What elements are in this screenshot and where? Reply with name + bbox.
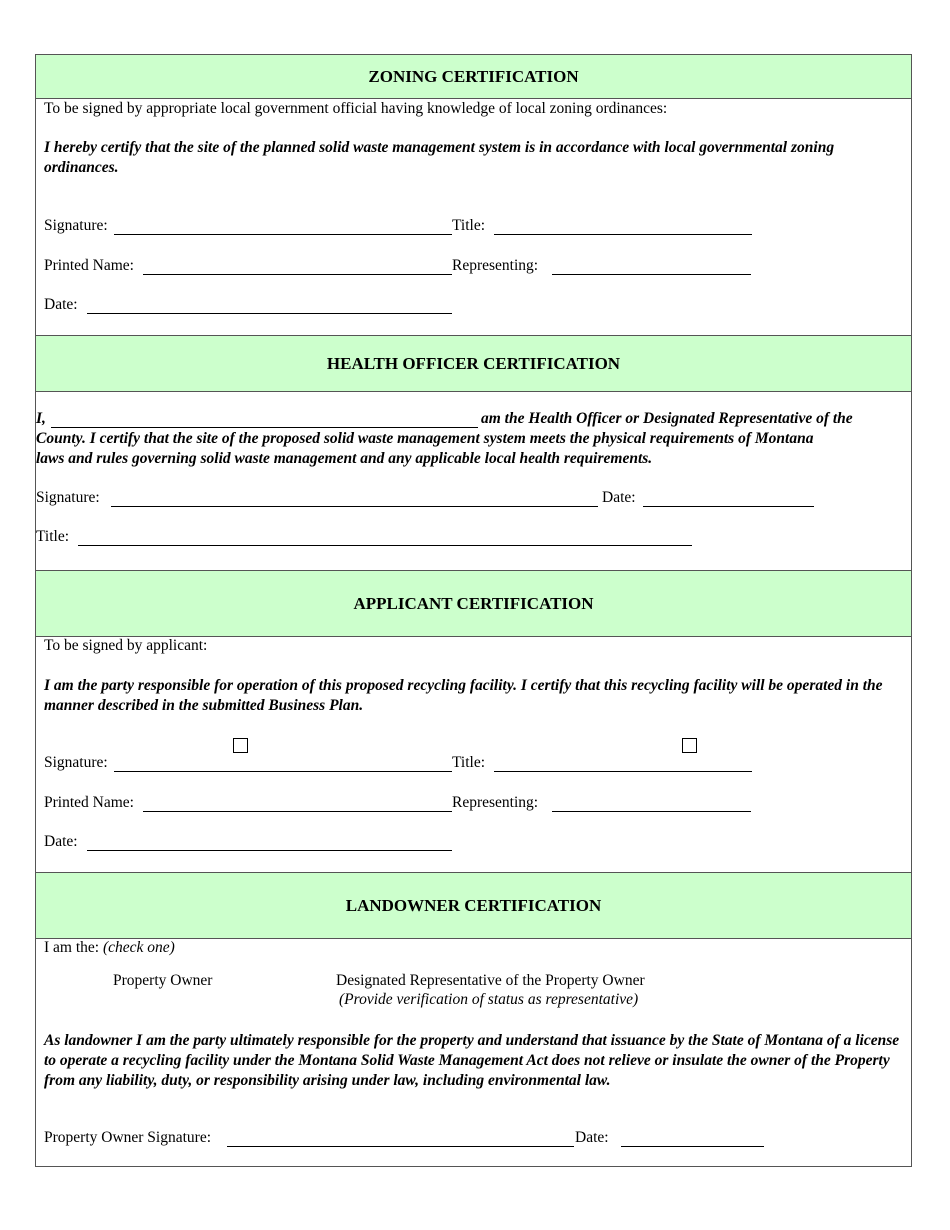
landowner-owner-signature-field[interactable] [227,1146,574,1147]
applicant-printed-name-label: Printed Name: [44,794,134,811]
landowner-option-rep[interactable]: Designated Representative of the Property Owner [336,972,645,989]
landowner-iam-label: I am the: [44,939,100,956]
landowner-header-title: LANDOWNER CERTIFICATION [345,895,602,915]
applicant-title-field[interactable] [494,771,752,772]
zoning-intro: To be signed by appropriate local government official having knowledge of local zoning ordinances: [44,100,668,117]
zoning-title-field[interactable] [494,234,752,235]
landowner-option-rep-note: (Provide verification of status as representative) [339,991,639,1008]
health-statement-mid: am the Health Officer or Designated Representative of the [481,410,853,427]
landowner-option-owner[interactable]: Property Owner [113,972,213,989]
applicant-header-title: APPLICANT CERTIFICATION [353,593,594,613]
landowner-check-one: (check one) [102,939,175,956]
applicant-representing-field[interactable] [552,811,751,812]
zoning-header [36,54,911,99]
health-title-label: Title: [36,528,70,545]
applicant-intro: To be signed by applicant: [44,637,208,654]
landowner-iam [44,938,175,958]
applicant-date-label: Date: [44,833,78,850]
landowner-date-field[interactable] [621,1146,764,1147]
zoning-printed-name-label: Printed Name: [44,257,134,274]
landowner-owner-signature-label: Property Owner Signature: [44,1129,212,1146]
landowner-statement: As landowner I am the party ultimately responsible for the property and understand that issuance by the State of Montana of a license to operate a recycling facility under the Montana Solid Waste Management Act does not relieve or insulate the owner of the Property from any liability, duty, or responsibility arising under law, including environmental law. [44,1032,900,1089]
zoning-representing-label: Representing: [452,257,539,274]
applicant-statement: I am the party responsible for operation of this proposed recycling facility. I certify that this recycling facility will be operated in the manner described in the submitted Business Plan. [44,677,883,714]
health-date-label: Date: [602,489,636,506]
health-date-field[interactable] [643,506,814,507]
landowner-header [36,872,911,939]
zoning-printed-name-field[interactable] [143,274,452,275]
applicant-checkbox-left[interactable] [233,738,248,753]
applicant-title-label: Title: [452,754,486,771]
zoning-title-label: Title: [452,217,486,234]
applicant-checkbox-right[interactable] [682,738,697,753]
zoning-signature-label: Signature: [44,217,108,234]
applicant-signature-label: Signature: [44,754,108,771]
zoning-header-title: ZONING CERTIFICATION [368,66,579,86]
applicant-header [36,570,911,637]
health-header [36,335,911,392]
zoning-statement: I hereby certify that the site of the planned solid waste management system is in accordance with local governmental zoning ordinances. [44,139,835,176]
landowner-date-label: Date: [575,1129,609,1146]
health-statement-prefix: I, [36,410,46,427]
health-signature-field[interactable] [111,506,598,507]
zoning-signature-field[interactable] [114,234,452,235]
health-statement-line3: laws and rules governing solid waste management and any applicable local health requirements. [36,450,653,467]
health-officer-name-field[interactable] [51,427,478,428]
zoning-date-field[interactable] [87,313,452,314]
health-statement-line2: County. I certify that the site of the proposed solid waste management system meets the physical requirements of Montana [36,430,814,447]
applicant-signature-field[interactable] [114,771,452,772]
applicant-date-field[interactable] [87,850,452,851]
certification-form [35,54,912,1167]
zoning-date-label: Date: [44,296,78,313]
applicant-printed-name-field[interactable] [143,811,452,812]
applicant-representing-label: Representing: [452,794,539,811]
health-title-field[interactable] [78,545,692,546]
zoning-representing-field[interactable] [552,274,751,275]
health-signature-label: Signature: [36,489,100,506]
health-header-title: HEALTH OFFICER CERTIFICATION [326,353,621,373]
